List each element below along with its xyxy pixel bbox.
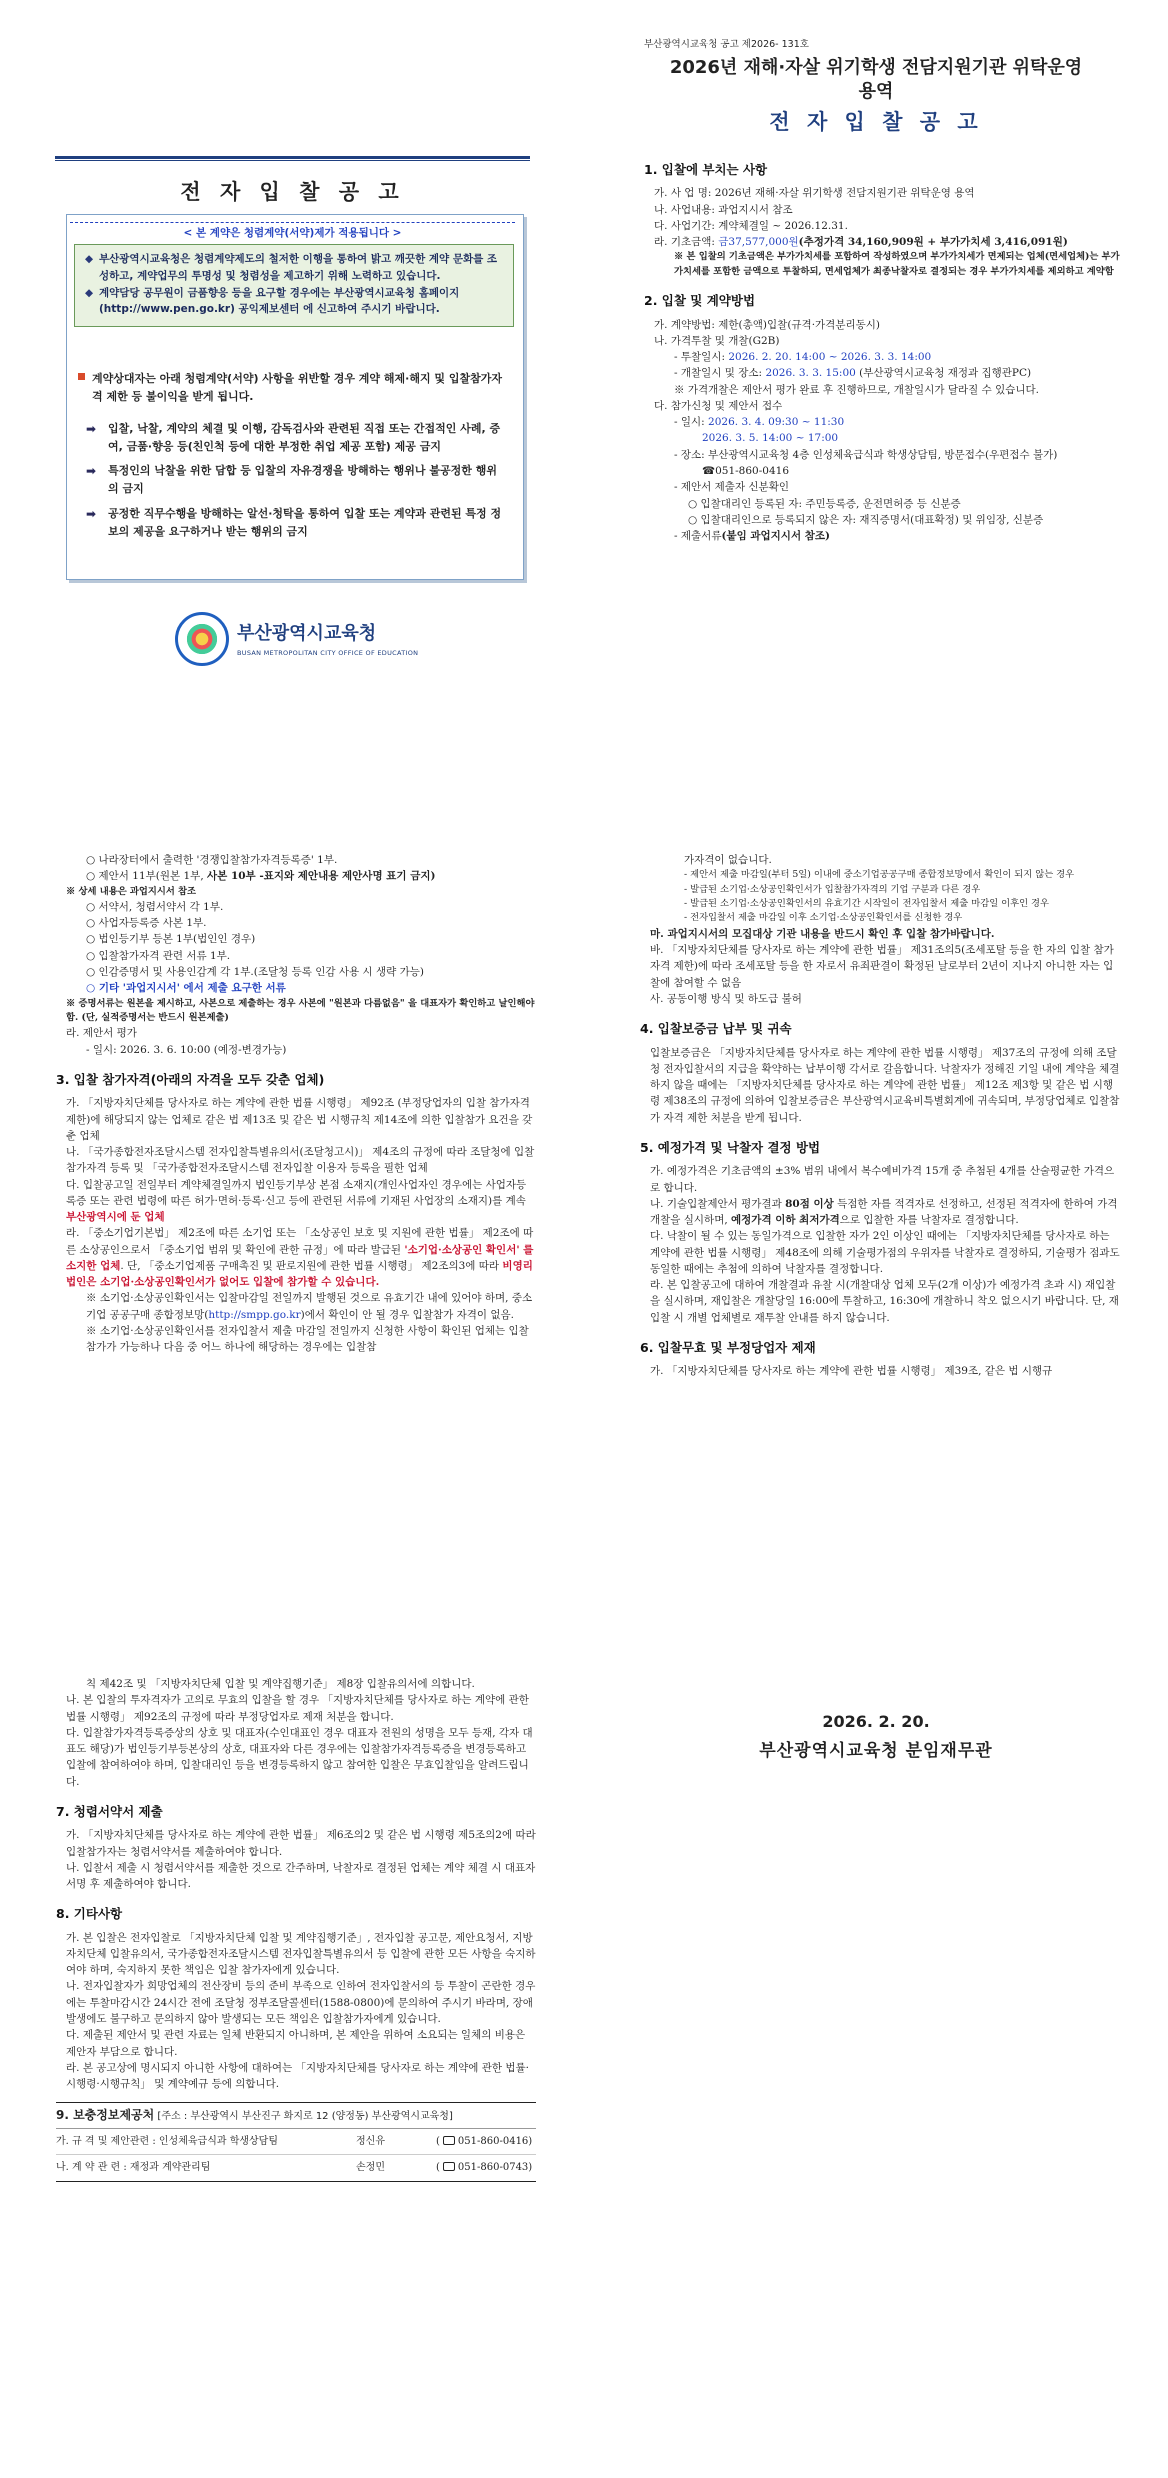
page-4 — [584, 826, 1168, 1652]
page-2 — [584, 0, 1168, 826]
text-line: 가. 「지방자치단체를 당사자로 하는 계약에 관한 법률 시행령」 제92조 (부정당업자의 입찰 참가자격 제한)에 해당되지 않는 업체로 같은 법 제13조 및 같은 법 시행규칙 제14조에 의한 입찰참가 요건을 갖춘 업체 — [66, 1097, 533, 1142]
text-line: 가. 예정가격은 기초금액의 ±3% 범위 내에서 복수예비가격 15개 중 추첨된 4개를 산술평균한 가격으로 합니다. — [650, 1165, 1115, 1194]
text-line: 가. 본 입찰은 전자입찰로 「지방자치단체 입찰 및 계약집행기준」, 전자입찰 공고문, 제안요청서, 지방자치단체 입찰유의서, 국가종합전자조달시스템 전자입찰특별유의서 등 입찰에 관한 모든 사항을 숙지하여야 하며, 숙지하지 못한 책임은 입찰 참가자에게 있습니다. — [66, 1931, 536, 1977]
contact-row: 가. 규 격 및 제안관련 : 인성체육급식과 학생상담팀 정신유 ( 051-860-0416) — [56, 2129, 536, 2156]
phone-icon — [443, 2136, 455, 2145]
text-line: ○ 사업자등록증 사본 1부. — [86, 917, 207, 930]
section-heading: 4. 입찰보증금 납부 및 귀속 — [640, 1021, 792, 1037]
note-text: ※ 가격개찰은 제안서 평가 완료 후 진행하므로, 개찰일시가 달라질 수 있습니다. — [674, 383, 1039, 396]
text-line: 나. 「국가종합전자조달시스템 전자입찰특별유의서(조달청고시)」 제4조의 규정에 따라 조달청에 입찰참가자격 등록 및 「국가종합전자조달시스템 전자입찰 이용자 등록을 필한 업체 — [66, 1146, 535, 1175]
text-line: 가. 「지방자치단체를 당사자로 하는 계약에 관한 법률 시행령」 제39조, 같은 법 시행규 — [650, 1365, 1053, 1378]
text-line: - 발급된 소기업·소상공인확인서가 입찰참가자격의 기업 구분과 다른 경우 — [684, 883, 981, 895]
note-text: ※ 본 입찰의 기초금액은 부가가치세를 포함하여 작성하였으며 부가가치세가 면제되는 업체(면세업체)는 부가가치세를 포함한 금액으로 투찰하되, 면세업체가 최종낙찰자로 결정되는 경우 부가가치세를 제외하고 계약함 — [674, 251, 1120, 277]
text-line: ○ 인감증명서 및 사용인감계 각 1부.(조달청 등록 인감 사용 시 생략 가능) — [86, 966, 424, 978]
text-line: ○ 제안서 11부(원본 1부, 사본 10부 -표지와 제안내용 제안사명 표기 금지) — [86, 870, 436, 883]
diamond-icon: ◆ — [85, 286, 94, 299]
notice-number: 부산광역시교육청 공고 제2026- 131호 — [644, 39, 809, 50]
project-title: 2026년 재해·자살 위기학생 전담지원기관 위탁운영 용역 — [669, 57, 1083, 103]
page-title: 전 자 입 찰 공 고 — [180, 180, 405, 204]
text-line: ○ 법인등기부 등본 1부(법인인 경우) — [86, 933, 256, 946]
section-heading: 8. 기타사항 — [56, 1906, 123, 1922]
list-item: ➡ 공정한 직무수행을 방해하는 알선·청탁을 통하여 입찰 또는 계약과 관련된 특정 정보의 제공을 요구하거나 받는 행위의 금지 — [86, 506, 502, 538]
integrity-notice-bar: < 본 계약은 청렴계약(서약)제가 적용됩니다 > — [70, 222, 515, 241]
text-line: 2026. 3. 5. 14:00 ~ 17:00 — [702, 432, 839, 445]
logo-korean: 부산광역시교육청 — [237, 623, 377, 645]
text-line: 가. 「지방자치단체를 당사자로 하는 계약에 관한 법률」 제6조의2 및 같은 법 시행령 제5조의2에 따라 입찰참가자는 청렴서약서를 제출하여야 합니다. — [66, 1829, 536, 1858]
text-line: - 장소: 부산광역시교육청 4층 인성체육급식과 학생상담팀, 방문접수(우편접수 불가) — [674, 448, 1058, 461]
emblem-icon — [175, 612, 229, 666]
text-line: ○ 서약서, 청렴서약서 각 1부. — [86, 900, 224, 913]
section-heading: 6. 입찰무효 및 부정당업자 제재 — [640, 1339, 816, 1355]
text-line: ○ 입찰대리인 등록된 자: 주민등록증, 운전면허증 등 신분증 — [688, 497, 961, 510]
phone-icon: ☎ — [702, 465, 716, 478]
text-line: 나. 전자입찰자가 희망업체의 전산장비 등의 준비 부족으로 인하여 전자입찰서의 등 투찰이 곤란한 경우에는 투찰마감시간 24시간 전에 조달청 정부조달콜센터(1588-0800)에 문의하여 주시기 바라며, 장애발생에도 불구하고 문의하지 않아 발생되는 모든 책임은 입찰참가자에게 있습니다. — [66, 1980, 536, 2025]
contact-table — [56, 2102, 536, 2182]
text-line: 입찰보증금은 「지방자치단체를 당사자로 하는 계약에 관한 법률 시행령」 제37조의 규정에 의해 조달청 전자입찰서의 지급을 확약하는 납부이행 각서로 갈음합니다. 낙찰자가 정해진 기일 내에 계약을 체결하지 않을 때에는 「지방자치단체를 당사자로 하는 계약에 관한 법률」 제12조 제3항 및 같은 법 시행령 제38조의 규정에 의하여 입찰보증금은 부산광역시교육비특별회계에 귀속되며, 부정당업체로 입찰참가 자격 제한 처분을 받게 됩니다. — [650, 1046, 1120, 1124]
text-line: 라. 본 공고상에 명시되지 아니한 사항에 대하여는 「지방자치단체를 당사자로 하는 계약에 관한 법률·시행령·시행규칙」 및 계약예규 등에 의합니다. — [66, 2061, 529, 2091]
note-text: ※ 소기업·소상공인확인서는 입찰마감일 전일까지 발행된 것으로 유효기간 내에 있어야 하며, 중소기업 공공구매 종합정보망(http://smpp.go.kr)에서 확인이 안 될 경우 입찰참가 자격이 없음. — [86, 1292, 533, 1321]
issuing-authority: 부산광역시교육청 분임재무관 — [759, 1741, 993, 1761]
section-heading: 1. 입찰에 부치는 사항 — [644, 162, 768, 177]
section-heading: 3. 입찰 참가자격(아래의 자격을 모두 갖춘 업체) — [56, 1071, 325, 1087]
diamond-icon: ◆ — [85, 253, 94, 265]
text-line: 나. 본 입찰의 투자격자가 고의로 무효의 입찰을 할 경우 「지방자치단체를 당사자로 하는 계약에 관한 법률 시행령」 제92조의 규정에 따라 부정당업자로 제재 처분을 합니다. — [66, 1694, 529, 1723]
title-rule — [55, 156, 530, 159]
text-line: - 발급된 소기업·소상공인확인서의 유효기간 시작일이 전자입찰서 제출 마감일 이후인 경우 — [684, 898, 1049, 910]
text-line: - 일시: 2026. 3. 4. 09:30 ~ 11:30 — [674, 416, 845, 429]
text-line: ○ 나라장터에서 출력한 '경쟁입찰참가자격등록증' 1부. — [86, 854, 338, 866]
text-line: 다. 낙찰이 될 수 있는 동일가격으로 입찰한 자가 2인 이상인 때에는 「지방자치단체를 당사자로 하는 계약에 관한 법률 시행령」 제48조에 의해 기술평가점의 우위자를 낙찰자로 결정하되, 기술평가 점과도 동일한 때에는 추첨에 의하여 낙찰자를 결정합니다. — [650, 1230, 1120, 1275]
text-line: 가. 계약방법: 제한(총액)입찰(규격·가격분리동시) — [654, 318, 880, 331]
text-line: 마. 과업지시서의 모집대상 기관 내용을 반드시 확인 후 입찰 참가바랍니다. — [650, 927, 995, 940]
text-line: 가. 사 업 명: 2026년 재해·자살 위기학생 전담지원기관 위탁운영 용역 — [654, 187, 975, 200]
prohibited-acts-list — [86, 420, 506, 547]
section-heading: 7. 청렴서약서 제출 — [56, 1803, 163, 1819]
page-4-body — [640, 852, 1120, 1380]
contact-row: 나. 계 약 관 련 : 재정과 계약관리팀 손정민 ( 051-860-0743) — [56, 2162, 533, 2174]
text-line: 다. 제출된 제안서 및 관련 자료는 일체 반환되지 아니하며, 본 제안을 위하여 소요되는 일체의 비용은 제안자 부담으로 합니다. — [66, 2029, 526, 2058]
text-line: 나. 입찰서 제출 시 청렴서약서를 제출한 것으로 간주하며, 낙찰자로 결정된 업체는 계약 체결 시 대표자 서명 후 제출하여야 합니다. — [66, 1861, 536, 1891]
text-line: 나. 사업내용: 과업지시서 참조 — [654, 203, 793, 216]
integrity-warning: 계약상대자는 아래 청렴계약(서약) 사항을 위반할 경우 계약 해제·해지 및 입찰참가자격 제한 등 불이익을 받게 됩니다. — [78, 370, 508, 405]
text-line: 다. 입찰공고일 전일부터 계약체결일까지 법인등기부상 본점 소재지(개인사업자인 경우에는 사업자등록증 또는 관련 법령에 따른 허가·면허·등록·신고 등에 관련된 서류에 기재된 사업장의 소재지)를 계속 부산광역시에 둔 업체 — [66, 1178, 527, 1224]
text-line: ☎051-860-0416 — [702, 465, 789, 478]
smpp-link[interactable]: http://smpp.go.kr — [208, 1308, 301, 1321]
page-3-body — [56, 852, 536, 1356]
note-text: ※ 상세 내용은 과업지시서 참조 — [66, 885, 197, 897]
text-line: ○ 입찰참가자격 관련 서류 1부. — [86, 949, 231, 962]
page-2-body — [644, 148, 1124, 544]
text-line: 가자격이 없습니다. — [684, 854, 772, 866]
text-line: - 제출서류(붙임 과업지시서 참조) — [674, 530, 831, 543]
list-item: ➡ 특정인의 낙찰을 위한 담합 등 입찰의 자유경쟁을 방해하는 행위나 불공정한 행위의 금지 — [86, 464, 497, 496]
green-item: ◆ 부산광역시교육청은 청렴계약제도의 철저한 이행을 통하여 밝고 깨끗한 계약 문화를 조성하고, 계약업무의 투명성 및 청렴성을 제고하기 위해 노력하고 있습니다. — [85, 253, 498, 282]
text-line: 나. 가격투찰 및 개찰(G2B) — [654, 334, 780, 347]
page-3 — [0, 826, 584, 1652]
title-rule-thin — [55, 160, 530, 161]
text-line: 다. 사업기간: 계약체결일 ~ 2026.12.31. — [654, 219, 848, 232]
bid-title: 전 자 입 찰 공 고 — [769, 110, 983, 134]
green-item: ◆ 계약담당 공무원이 금품향응 등을 요구할 경우에는 부산광역시교육청 홈페이지(http://www.pen.go.kr) 공익제보센터 에 신고하여 주시기 바랍니다. — [85, 286, 460, 316]
text-line: - 개찰일시 및 장소: 2026. 3. 3. 15:00 (부산광역시교육청 재정과 집행관PC) — [674, 367, 1032, 380]
section-heading: 2. 입찰 및 계약방법 — [644, 293, 756, 309]
text-line: ○ 기타 '과업지시서' 에서 제출 요구한 서류 — [86, 982, 286, 995]
text-line: 나. 기술입찰제안서 평가결과 80점 이상 득점한 자를 적격자로 선정하고, 선정된 적격자에 한하여 가격개찰을 실시하며, 예정가격 이하 최저가격으로 입찰한 자를 낙찰자로 결정합니다. — [650, 1197, 1118, 1227]
text-line: 라. 본 입찰공고에 대하여 개찰결과 유찰 시(개찰대상 업체 모두(2개 이상)가 예정가격 초과 시) 재입찰을 실시하며, 재입찰은 개찰당일 16:00에 투찰하고, 16:30에 개찰하니 착오 없으시기 바랍니다. 단, 재입찰 시 개별 업체별로 재투찰 안내를 하지 않습니다. — [650, 1279, 1119, 1324]
text-line: ○ 입찰대리인으로 등록되지 않은 자: 재직증명서(대표확정) 및 위임장, 신분증 — [688, 513, 1044, 526]
page-5-body — [56, 1676, 536, 2182]
text-line: 바. 「지방자치단체를 당사자로 하는 계약에 관한 법률」 제31조의5(조세포탈 등을 한 자의 입찰 참가자격 제한)에 따라 조세포탈 등을 한 자로서 유죄판결이 확정된 날로부터 2년이 지나지 아니한 자는 입찰에 참여할 수 없음 — [650, 944, 1114, 989]
text-line: 라. 「중소기업기본법」 제2조에 따른 소기업 또는 「소상공인 보호 및 지원에 관한 법률」 제2조에 따른 소상공인으로서 「중소기업 범위 및 확인에 관한 규정」에 따라 발급된 '소기업·소상공인 확인서' 를 소지한 업체. 단, 「중소기업제품 구매촉진 및 판로지원에 관한 법률 시행령」 제2조의3에 따라 비영리법인은 소기업·소상공인확인서가 없어도 입찰에 참가할 수 있습니다. — [66, 1227, 534, 1289]
text-line: - 투찰일시: 2026. 2. 20. 14:00 ~ 2026. 3. 3. 14:00 — [674, 351, 932, 364]
list-item: ➡ 입찰, 낙찰, 계약의 체결 및 이행, 감독검사와 관련된 직접 또는 간접적인 사례, 증여, 금품·향응 등(친인척 등에 대한 부정한 취업 제공 포함) 제공 금지 — [86, 422, 501, 454]
text-line: - 제안서 제출자 신분확인 — [674, 481, 789, 494]
arrow-right-icon: ➡ — [86, 506, 97, 521]
busan-education-logo — [175, 612, 418, 666]
notice-date: 2026. 2. 20. — [822, 1712, 930, 1731]
text-line: 사. 공동이행 방식 및 하도급 불허 — [650, 992, 802, 1005]
arrow-right-icon: ➡ — [86, 464, 97, 479]
arrow-right-icon: ➡ — [86, 422, 97, 436]
integrity-green-box — [74, 244, 514, 327]
text-line: - 전자입찰서 제출 마감일 이후 소기업·소상공인확인서를 신청한 경우 — [684, 912, 963, 924]
square-bullet-icon — [78, 373, 85, 380]
text-line: 라. 기초금액: 금37,577,000원(추정가격 34,160,909원 + 부가가치세 3,416,091원) — [654, 236, 1068, 249]
note-text: ※ 소기업·소상공인확인서를 전자입찰서 제출 마감일 전일까지 신청한 사항이 확인된 업체는 입찰참가가 가능하나 다음 중 어느 하나에 해당하는 경우에는 입찰참 — [86, 1324, 529, 1354]
text-line: - 제안서 제출 마감일(부터 5일) 이내에 중소기업공공구매 종합정보망에서 확인이 되지 않는 경우 — [684, 869, 1075, 881]
page-1 — [0, 0, 584, 826]
note-text: ※ 증명서류는 원본을 제시하고, 사본으로 제출하는 경우 사본에 "원본과 다름없음" 을 대표자가 확인하고 날인해야함. (단, 실적증명서는 반드시 원본제출) — [66, 997, 535, 1023]
text-line: - 일시: 2026. 3. 6. 10:00 (예정-변경가능) — [86, 1043, 287, 1056]
page-5 — [0, 1652, 584, 2478]
text-line: 칙 제42조 및 「지방자치단체 입찰 및 계약집행기준」 제8장 입찰유의서에 의합니다. — [86, 1678, 475, 1690]
phone-icon — [443, 2162, 455, 2171]
section-heading: 5. 예정가격 및 낙찰자 결정 방법 — [640, 1139, 821, 1155]
text-line: 다. 입찰참가자격등록증상의 상호 및 대표자(수인대표인 경우 대표자 전원의 성명을 모두 등재, 각자 대표도 해당)가 법인등기부등본상의 상호, 대표자와 다른 경우에는 입찰참가자격등록증을 변경등록하고 입찰에 참여하여야 하며, 입찰대리인 등을 변경등록하지 않고 참여한 입찰은 무효입찰임을 알려드립니다. — [66, 1726, 533, 1788]
text-line: 다. 참가신청 및 제안서 접수 — [654, 399, 783, 412]
page-6 — [584, 1652, 1168, 2478]
text-line: 라. 제안서 평가 — [66, 1027, 137, 1040]
logo-english: BUSAN METROPOLITAN CITY OFFICE OF EDUCATION — [237, 648, 419, 657]
contact-heading: 9. 보충정보제공처 [주소 : 부산광역시 부산진구 화지로 12 (양정동) 부산광역시교육청] — [56, 2103, 536, 2129]
